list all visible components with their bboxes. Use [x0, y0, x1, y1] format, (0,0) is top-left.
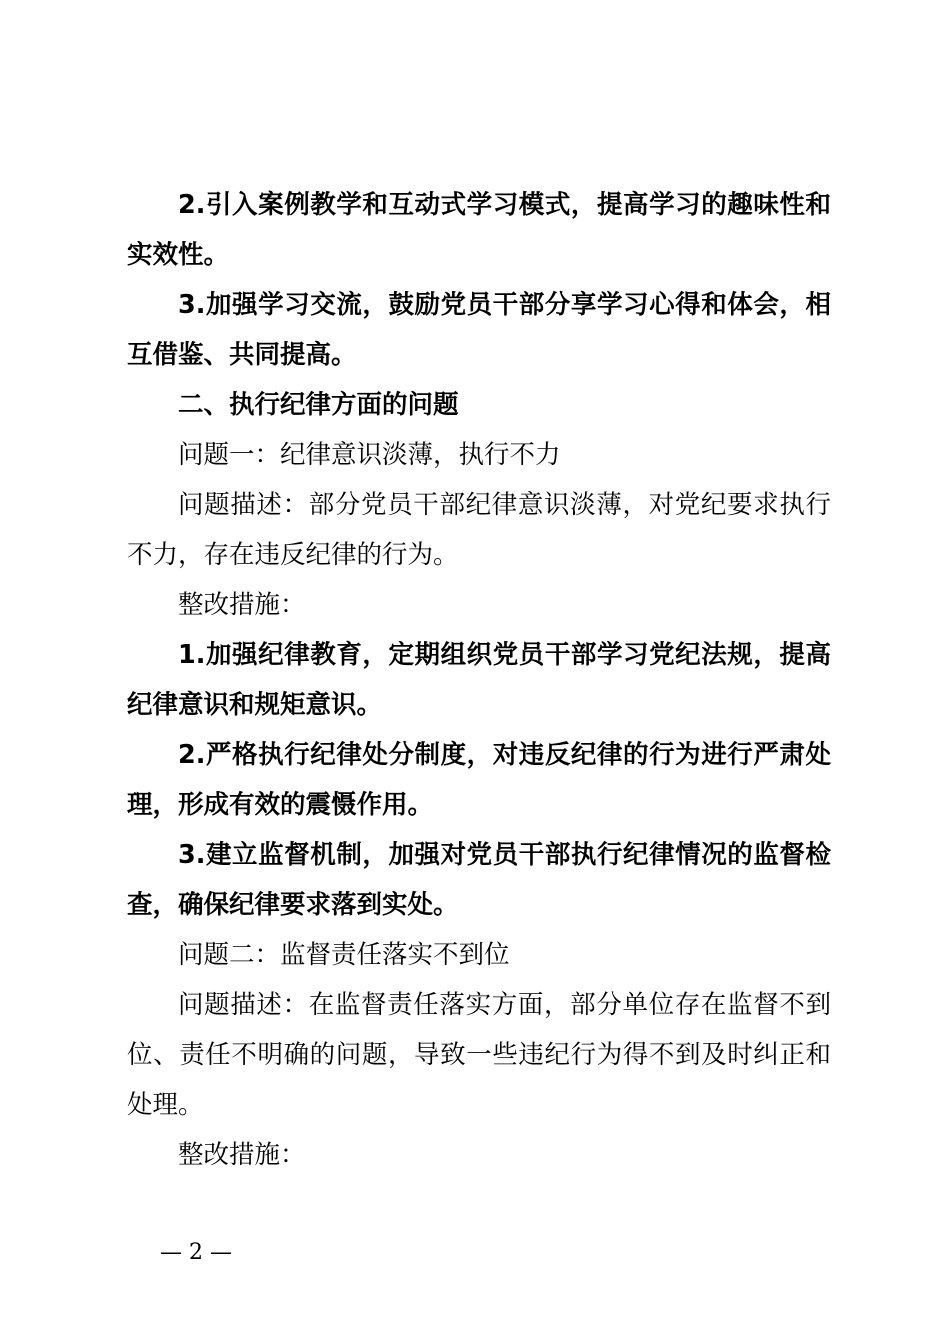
rectification-label-2: 整改措施：: [178, 1140, 306, 1170]
page-number: — 2 —: [160, 1240, 232, 1265]
problem-two-description: 问题描述：在监督责任落实方面，部分单位存在监督不到位、责任不明确的问题，导致一些违纪行为得不到及时纠正和处理。: [127, 990, 831, 1120]
document-body: [127, 180, 831, 1180]
rectification-label: 整改措施：: [178, 590, 306, 620]
section-heading: 二、执行纪律方面的问题: [178, 390, 459, 420]
rectification-item-2: 2.严格执行纪律处分制度，对违反纪律的行为进行严肃处理，形成有效的震慑作用。: [127, 740, 831, 820]
problem-one-title: 问题一：纪律意识淡薄，执行不力: [178, 440, 561, 470]
rectification-item-1: 1.加强纪律教育，定期组织党员干部学习党纪法规，提高纪律意识和规矩意识。: [127, 640, 831, 720]
measure-item-3: 3.加强学习交流，鼓励党员干部分享学习心得和体会，相互借鉴、共同提高。: [127, 290, 831, 370]
rectification-item-3: 3.建立监督机制，加强对党员干部执行纪律情况的监督检查，确保纪律要求落到实处。: [127, 840, 831, 920]
problem-two-title: 问题二：监督责任落实不到位: [178, 940, 510, 970]
problem-one-description: 问题描述：部分党员干部纪律意识淡薄，对党纪要求执行不力，存在违反纪律的行为。: [127, 490, 831, 570]
measure-item-2: 2.引入案例教学和互动式学习模式，提高学习的趣味性和实效性。: [127, 190, 831, 270]
